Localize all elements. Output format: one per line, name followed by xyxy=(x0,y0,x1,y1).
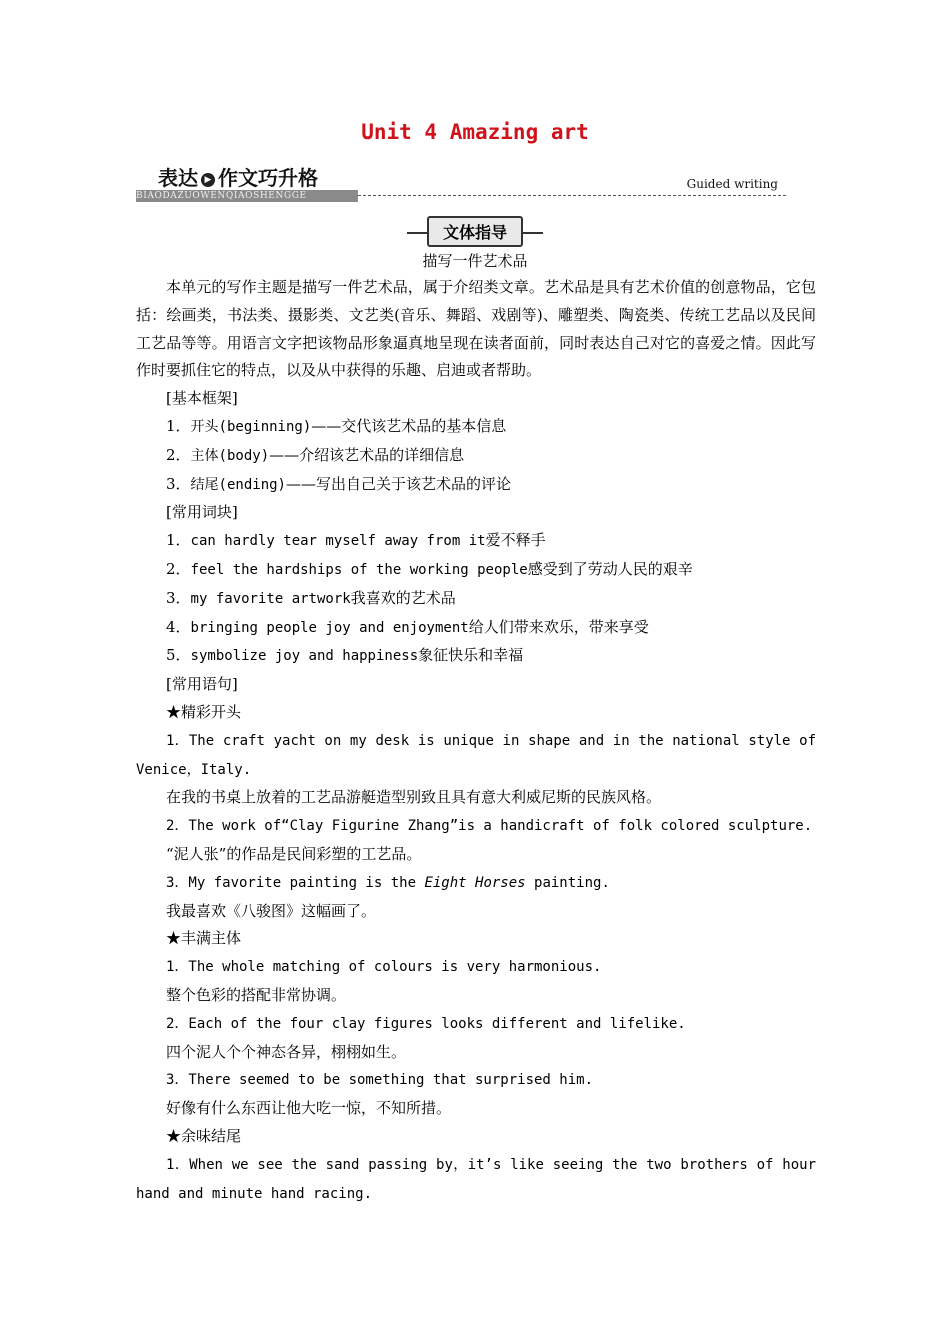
framework-heading: [基本框架] xyxy=(166,389,238,408)
framework-item xyxy=(136,413,816,442)
arrow-icon: ▶ xyxy=(201,173,215,187)
ending-heading: ★余味结尾 xyxy=(166,1126,242,1145)
item-num: 2． xyxy=(166,559,191,578)
body-sentence-en xyxy=(136,1066,816,1095)
item-num: 1． xyxy=(166,416,191,435)
banner-divider xyxy=(358,195,786,196)
item-num: 4． xyxy=(166,617,191,636)
body-heading: ★丰满主体 xyxy=(166,929,242,948)
unit-title: Unit 4 Amazing art xyxy=(361,120,589,144)
body-sentence-en xyxy=(136,953,816,982)
ending-sentence-en xyxy=(136,1151,816,1209)
item-cn: 感受到了劳动人民的艰辛 xyxy=(527,559,693,578)
phrase-item xyxy=(136,556,816,585)
phrase-item xyxy=(136,614,816,643)
sentence-en: 1．When we see the sand passing by，it’s like seeing the two brothers of hour hand and minute hand racing. xyxy=(136,1156,816,1202)
sentence-en: 1．The whole matching of colours is very harmonious. xyxy=(166,959,602,976)
banner-main-left: 表达 xyxy=(158,166,198,190)
sentence-en-pre: 3．My favorite painting is the xyxy=(166,874,425,891)
item-en: 开头(beginning) xyxy=(190,418,312,435)
phrases-heading: [常用词块] xyxy=(166,503,238,522)
item-en: 主体(body) xyxy=(190,447,270,464)
item-num: 5． xyxy=(166,646,191,665)
sentences-heading: [常用语句] xyxy=(166,675,238,694)
item-num: 3． xyxy=(166,588,191,607)
body-sentence-en xyxy=(136,1010,816,1039)
opening-sentence-en xyxy=(136,869,816,898)
sentence-en: 3．There seemed to be something that surprised him. xyxy=(166,1072,594,1089)
banner-pinyin: BIAODAZUOWENQIAOSHENGGE xyxy=(136,190,358,202)
item-cn: ——介绍该艺术品的详细信息 xyxy=(269,445,465,464)
banner-main-right: 作文巧升格 xyxy=(218,166,318,190)
item-cn: ——写出自己关于该艺术品的评论 xyxy=(285,474,511,493)
section-tag-label: 文体指导 xyxy=(427,216,523,247)
opening-sentence-cn: 在我的书桌上放着的工艺品游艇造型别致且具有意大利威尼斯的民族风格。 xyxy=(166,788,662,807)
item-num: 3． xyxy=(166,474,191,493)
phrase-item xyxy=(136,585,816,614)
phrase-item xyxy=(136,527,816,556)
banner-guided-writing: Guided writing xyxy=(686,177,778,191)
opening-heading: ★精彩开头 xyxy=(166,702,242,721)
body-sentence-cn: 好像有什么东西让他大吃一惊，不知所措。 xyxy=(166,1099,452,1118)
opening-sentence-cn: “泥人张”的作品是民间彩塑的工艺品。 xyxy=(166,844,422,863)
opening-sentence-en xyxy=(136,727,816,785)
opening-sentence-cn: 我最喜欢《八骏图》这幅画了。 xyxy=(166,901,377,920)
item-cn: 给人们带来欢乐，带来享受 xyxy=(468,617,649,636)
framework-item xyxy=(136,442,816,471)
opening-sentence-en xyxy=(136,812,816,841)
section-tag xyxy=(0,216,950,247)
item-en: feel the hardships of the working people xyxy=(190,561,528,578)
section-banner xyxy=(136,162,786,202)
item-en: symbolize joy and happiness xyxy=(190,648,419,665)
sentence-en-italic: Eight Horses xyxy=(424,874,526,891)
banner-heading xyxy=(158,162,318,191)
item-cn: 象征快乐和幸福 xyxy=(418,646,524,665)
item-cn: ——交代该艺术品的基本信息 xyxy=(311,416,507,435)
item-cn: 我喜欢的艺术品 xyxy=(350,588,456,607)
intro-paragraph: 本单元的写作主题是描写一件艺术品，属于介绍类文章。艺术品是具有艺术价值的创意物品，它包括：绘画类，书法类、摄影类、文艺类(音乐、舞蹈、戏剧等)、雕塑类、陶瓷类、传统工艺品以及民间工艺品等等。用语言文字把该物品形象逼真地呈现在读者面前，同时表达自己对它的喜爱之情。因此写作时要抓住它的特点，以及从中获得的乐趣、启迪或者帮助。 xyxy=(136,278,816,380)
item-num: 1． xyxy=(166,531,191,550)
item-en: bringing people joy and enjoyment xyxy=(190,619,469,636)
subtitle: 描写一件艺术品 xyxy=(422,252,528,270)
body-sentence-cn: 整个色彩的搭配非常协调。 xyxy=(166,985,347,1004)
sentence-en: 2．The work of“Clay Figurine Zhang”is a handicraft of folk colored sculpture. xyxy=(166,818,813,835)
item-en: my favorite artwork xyxy=(190,590,351,607)
sentence-en: 1．The craft yacht on my desk is unique in shape and in the national style of Venice，Italy. xyxy=(136,732,816,778)
item-en: 结尾(ending) xyxy=(190,476,286,493)
body-sentence-cn: 四个泥人个个神态各异，栩栩如生。 xyxy=(166,1042,407,1061)
item-num: 2． xyxy=(166,445,191,464)
item-cn: 爱不释手 xyxy=(485,531,546,550)
sentence-en: 2．Each of the four clay figures looks different and lifelike. xyxy=(166,1015,686,1032)
sentence-en-post: painting. xyxy=(525,874,610,891)
item-en: can hardly tear myself away from it xyxy=(190,533,486,550)
framework-item xyxy=(136,471,816,500)
phrase-item xyxy=(136,642,816,671)
main-content xyxy=(136,274,816,1208)
